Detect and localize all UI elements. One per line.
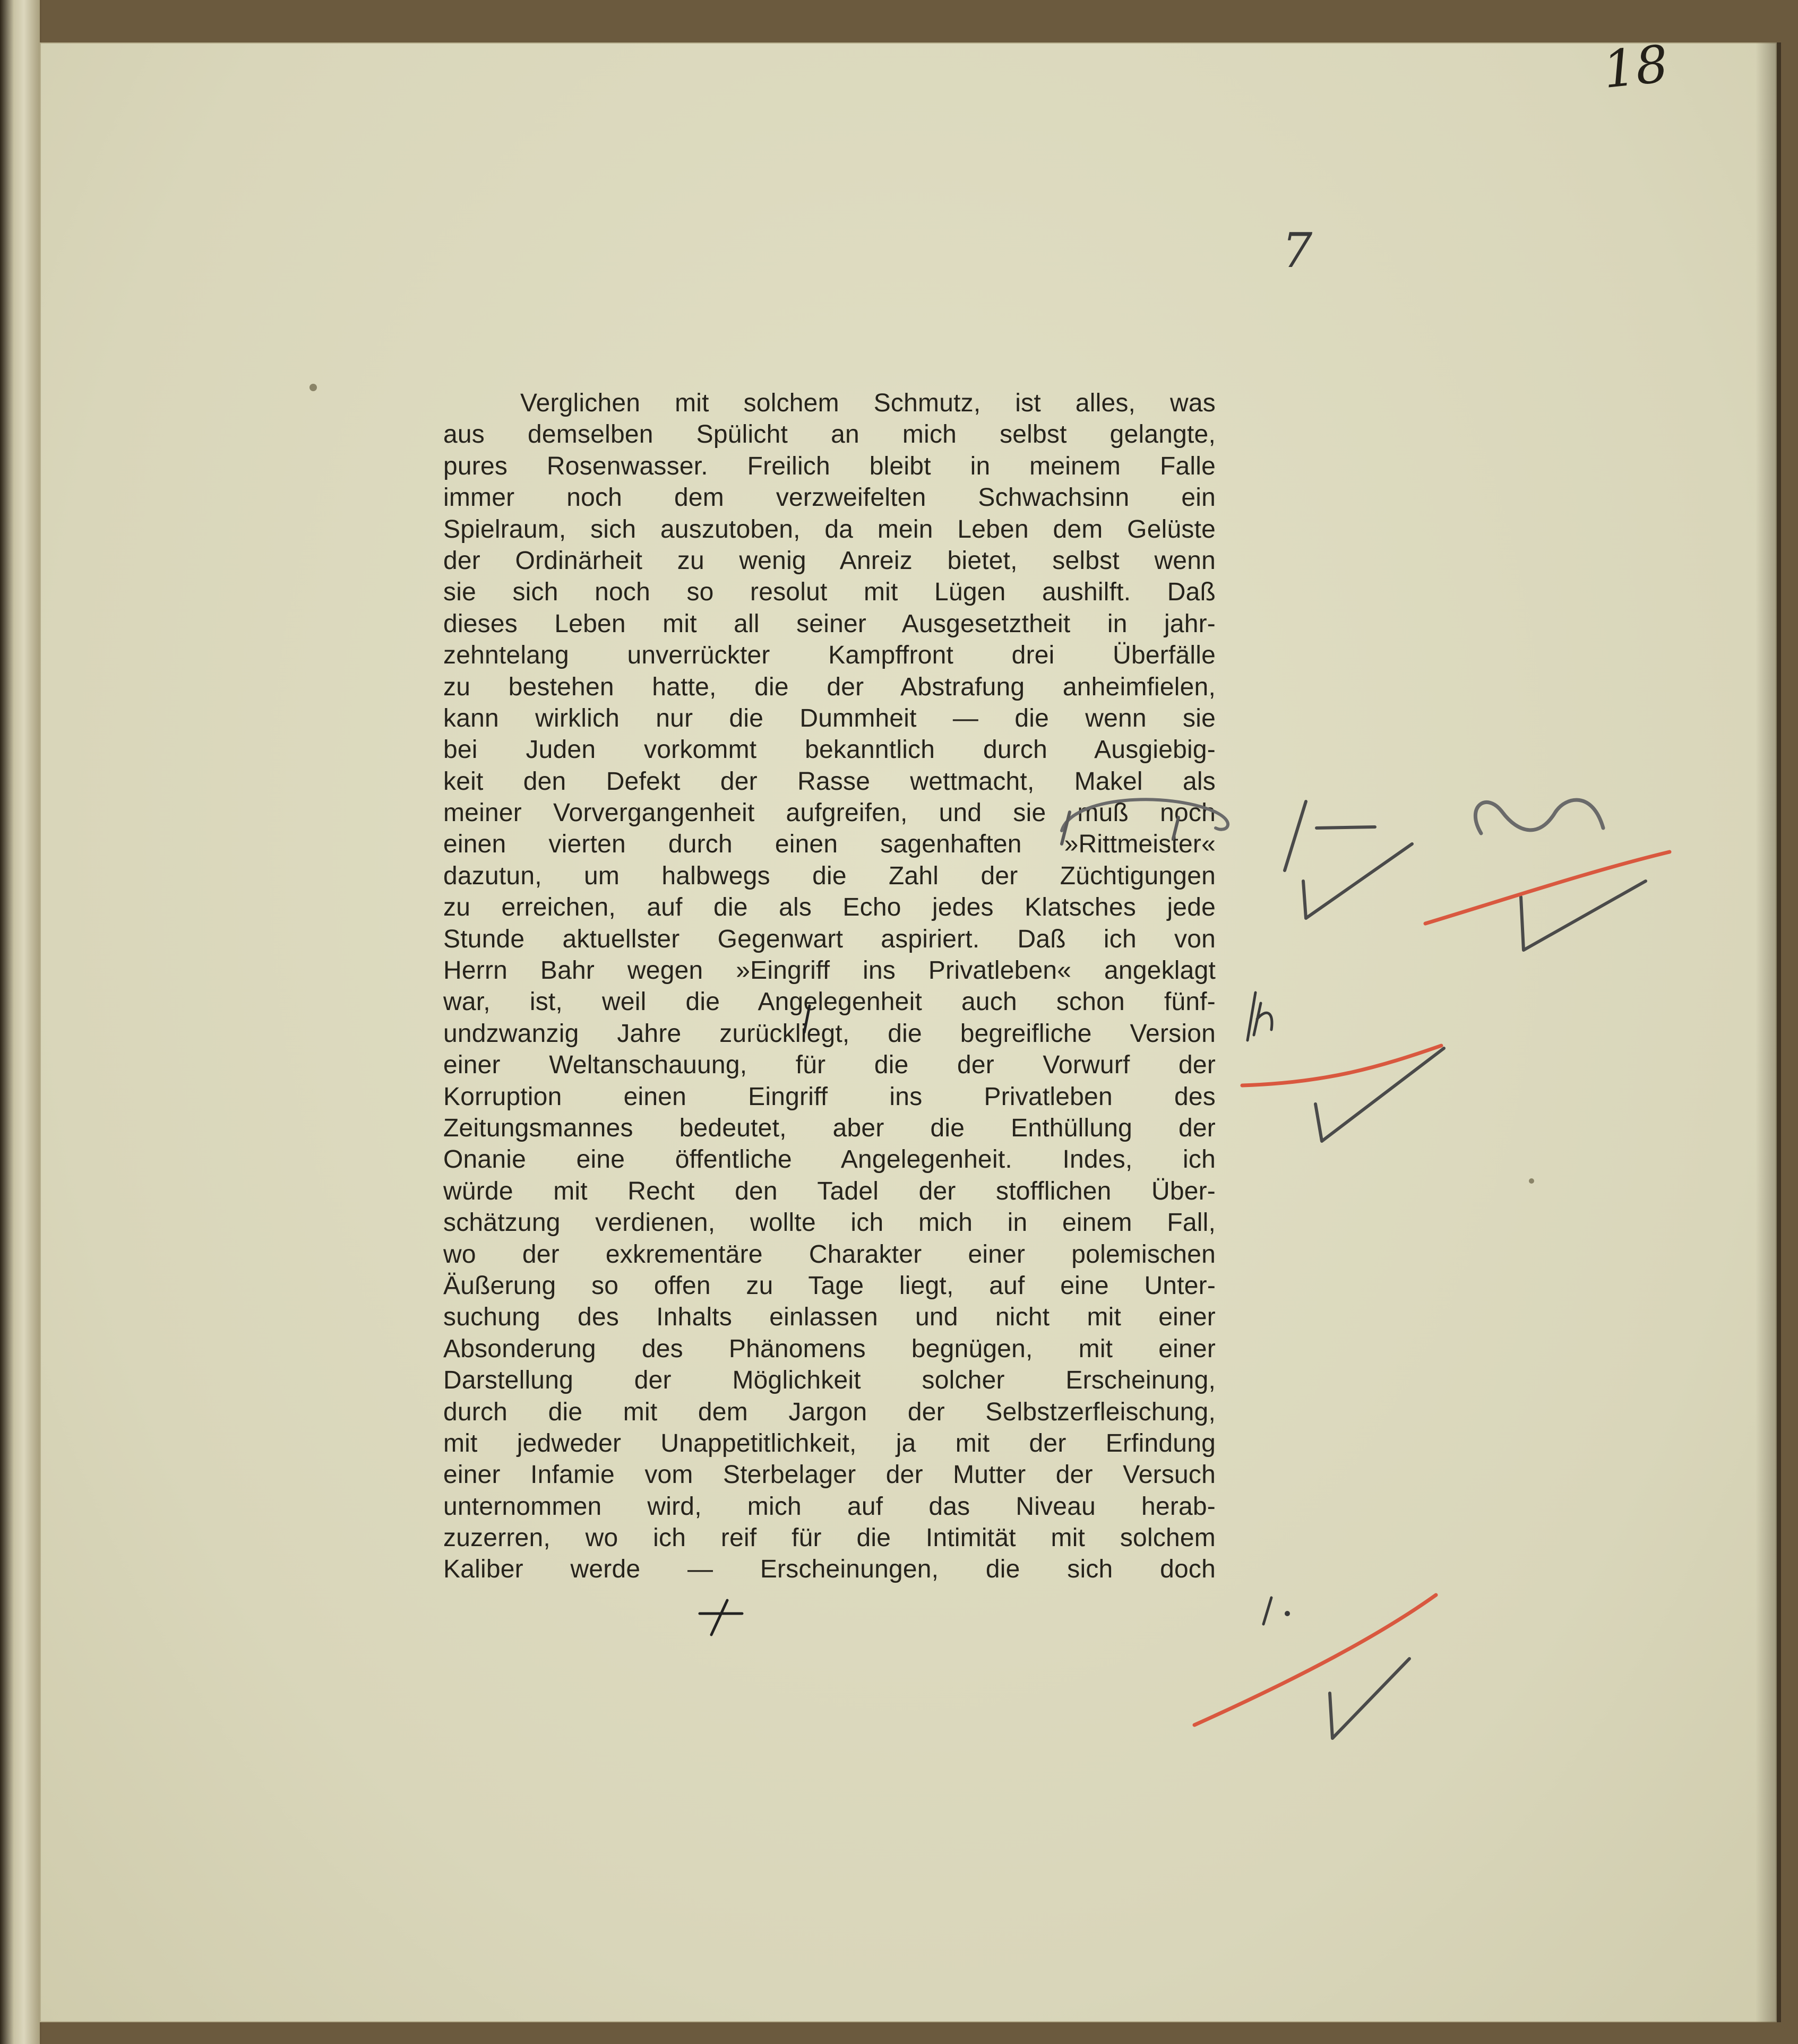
- text-line: aus demselben Spülicht an mich selbst gelangte,: [443, 420, 1216, 449]
- text-line: einer Infamie vom Sterbelager der Mutter der Versuch: [443, 1461, 1216, 1489]
- text-line: dazutun, um halbwegs die Zahl der Züchtigungen: [443, 861, 1216, 890]
- text-line: einer Weltanschauung, für die der Vorwurf der: [443, 1051, 1216, 1080]
- text-line: Kaliber werde — Erscheinungen, die sich doch: [443, 1555, 1216, 1584]
- folio-number: 18: [1600, 33, 1671, 100]
- text-line: Herrn Bahr wegen »Eingriff ins Privatleben« angeklagt: [443, 956, 1216, 985]
- text-line: der Ordinärheit zu wenig Anreiz bietet, selbst wenn: [443, 546, 1216, 575]
- page-mark: 7: [1282, 223, 1313, 279]
- text-line: zehntelang unverrückter Kampffront drei Überfälle: [443, 641, 1216, 670]
- text-line: Darstellung der Möglichkeit solcher Erscheinung,: [443, 1366, 1216, 1395]
- text-line: Verglichen mit solchem Schmutz, ist alles, was: [520, 389, 1216, 417]
- text-line: suchung des Inhalts einlassen und nicht mit einer: [443, 1303, 1216, 1332]
- left-page-edge: [0, 0, 40, 2044]
- text-line: kann wirklich nur die Dummheit — die wenn sie: [443, 704, 1216, 732]
- text-line: wo der exkrementäre Charakter einer polemischen: [443, 1240, 1216, 1269]
- text-line: zu bestehen hatte, die der Abstrafung anheimfielen,: [443, 672, 1216, 701]
- page-edge-shadow: [1756, 42, 1777, 2022]
- text-line: Korruption einen Eingriff ins Privatleben des: [443, 1082, 1216, 1111]
- text-line: zuzerren, wo ich reif für die Intimität mit solchem: [443, 1524, 1216, 1553]
- text-line: Onanie eine öffentliche Angelegenheit. Indes, ich: [443, 1145, 1216, 1174]
- text-line: meiner Vorvergangenheit aufgreifen, und sie muß noch: [443, 799, 1216, 827]
- text-line: durch die mit dem Jargon der Selbstzerfleischung,: [443, 1398, 1216, 1426]
- text-line: sie sich noch so resolut mit Lügen aushilft. Daß: [443, 578, 1216, 607]
- body-text: [443, 387, 1216, 1585]
- text-line: Stunde aktuellster Gegenwart aspiriert. Daß ich von: [443, 925, 1216, 953]
- text-line: pures Rosenwasser. Freilich bleibt in meinem Falle: [443, 452, 1216, 480]
- text-line: bei Juden vorkommt bekanntlich durch Ausgiebig-: [443, 736, 1216, 764]
- text-line: schätzung verdienen, wollte ich mich in einem Fall,: [443, 1209, 1216, 1237]
- text-line: einen vierten durch einen sagenhaften »Rittmeister«: [443, 830, 1216, 859]
- text-line: dieses Leben mit all seiner Ausgesetztheit in jahr-: [443, 609, 1216, 638]
- text-line: Absonderung des Phänomens begnügen, mit einer: [443, 1334, 1216, 1363]
- text-line: Äußerung so offen zu Tage liegt, auf eine Unter-: [443, 1271, 1216, 1300]
- text-line: Zeitungsmannes bedeutet, aber die Enthüllung der: [443, 1114, 1216, 1142]
- text-line: Spielraum, sich auszutoben, da mein Leben dem Gelüste: [443, 515, 1216, 544]
- text-line: würde mit Recht den Tadel der stofflichen Über-: [443, 1177, 1216, 1205]
- text-line: immer noch dem verzweifelten Schwachsinn ein: [443, 484, 1216, 512]
- text-line: undzwanzig Jahre zurückliegt, die begreifliche Version: [443, 1019, 1216, 1048]
- text-line: war, ist, weil die Angelegenheit auch schon fünf-: [443, 988, 1216, 1016]
- text-line: unternommen wird, mich auf das Niveau herab-: [443, 1492, 1216, 1521]
- text-line: zu erreichen, auf die als Echo jedes Klatsches jede: [443, 893, 1216, 922]
- text-line: keit den Defekt der Rasse wettmacht, Makel als: [443, 767, 1216, 796]
- text-line: mit jedweder Unappetitlichkeit, ja mit der Erfindung: [443, 1429, 1216, 1457]
